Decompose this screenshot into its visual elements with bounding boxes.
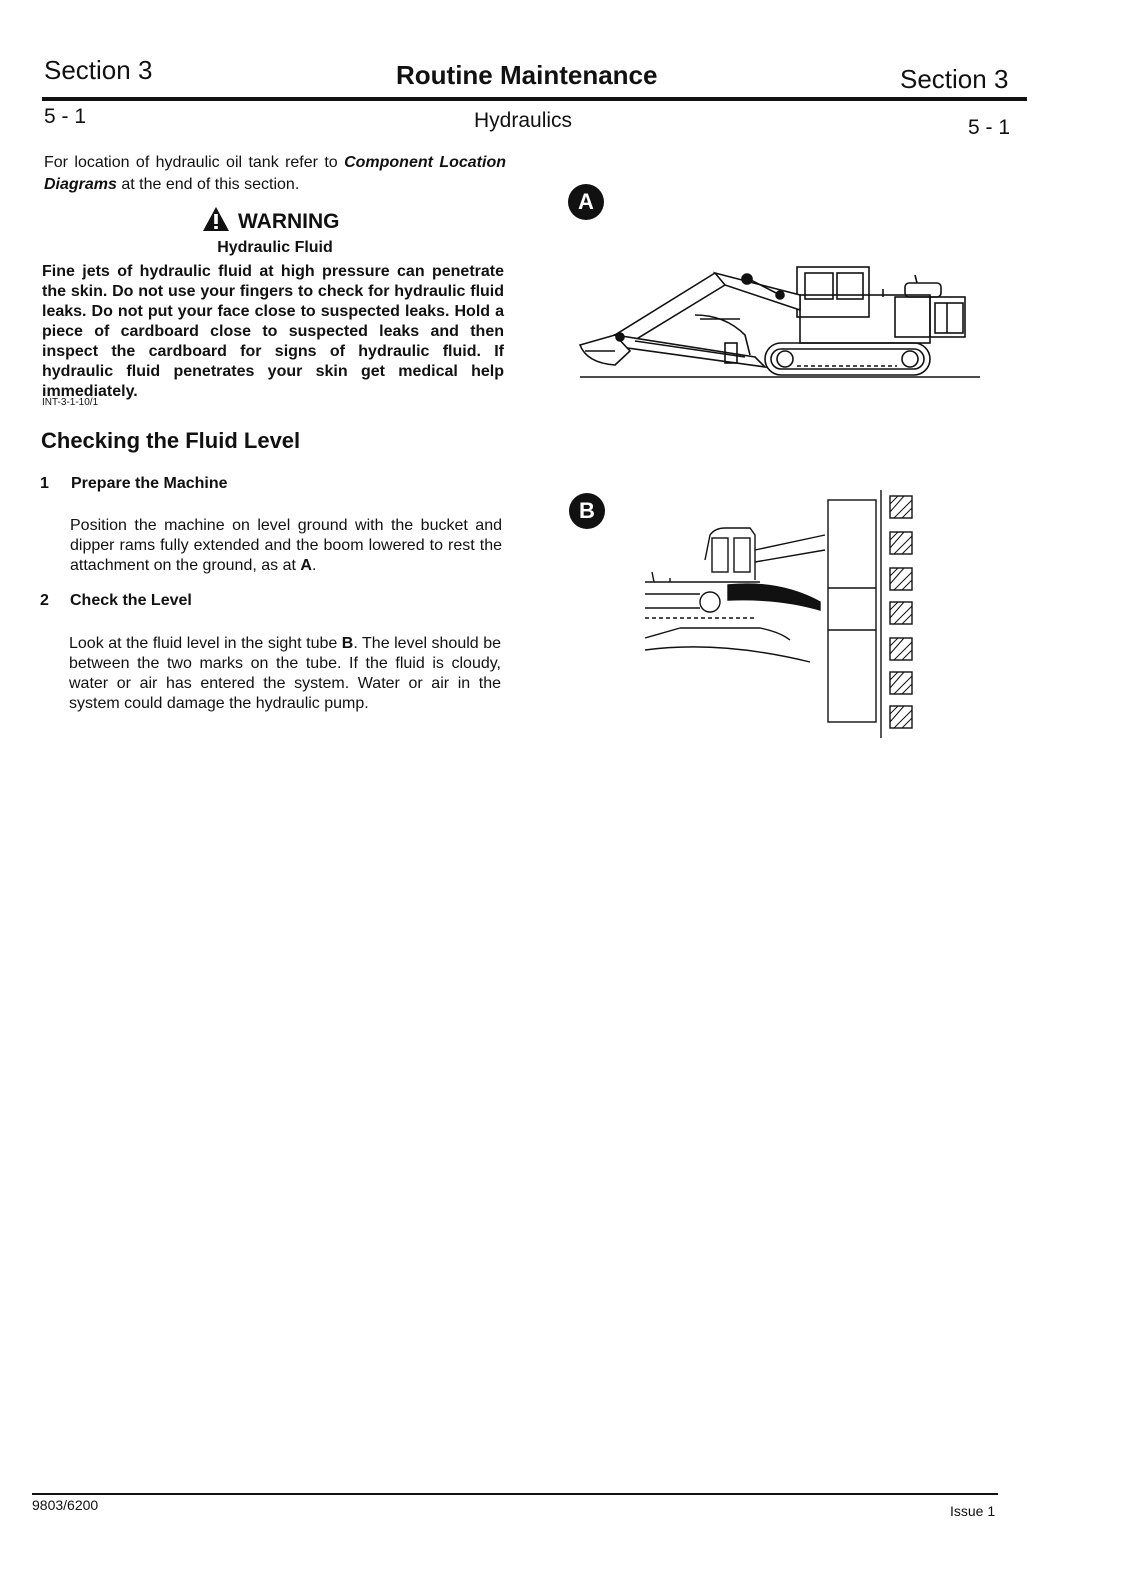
figure-a-badge: A [568, 184, 604, 220]
warning-subtitle: Hydraulic Fluid [217, 239, 333, 256]
figure-reference: B [341, 635, 354, 652]
intro-paragraph [44, 152, 506, 196]
warning-title-text: WARNING [238, 210, 340, 233]
step-paragraph [69, 634, 501, 714]
intro-text-after: at the end of this section. [116, 176, 300, 193]
step-paragraph [70, 516, 502, 576]
excavator-illustration [575, 255, 985, 395]
figure-b-badge: B [569, 493, 605, 529]
sight-tube-illustration [640, 490, 925, 745]
footer-rule [32, 1493, 998, 1495]
page-title: Routine Maintenance [396, 60, 658, 90]
doc-number: 9803/6200 [32, 1497, 99, 1513]
issue-label: Issue 1 [950, 1503, 996, 1519]
section-heading: Checking the Fluid Level [41, 428, 301, 453]
header-rule [42, 97, 1027, 101]
intro-emphasis: Component Location Diagrams [44, 154, 506, 193]
warning-title [202, 206, 340, 238]
intro-text-before: For location of hydraulic oil tank refer to [44, 154, 345, 171]
step-text-before: Look at the fluid level in the sight tube [69, 635, 342, 652]
page-number-left: 5 - 1 [44, 105, 87, 128]
warning-icon [202, 206, 230, 238]
step-title: Check the Level [70, 592, 192, 609]
step-title: Prepare the Machine [71, 475, 228, 492]
step-number: 1 [40, 475, 49, 492]
step-text-after: . [311, 557, 317, 574]
step-text-after: . The level should be between the two marks on the tube. If the fluid is cloudy, water or air has entered the system. Water or air in the system could damage the hydraulic pump. [69, 635, 501, 712]
page-number-right: 5 - 1 [968, 116, 1011, 139]
step-number: 2 [40, 592, 49, 609]
warning-body: Fine jets of hydraulic fluid at high pressure can penetrate the skin. Do not use your fingers to check for hydraulic fluid leaks. Do not put your face close to suspected leaks. Hold a piece of cardboard close to suspected leaks and then inspect the cardboard for signs of hydraulic fluid. If hydraulic fluid penetrates your skin get medical help immediately. [42, 263, 504, 400]
page-subtitle: Hydraulics [474, 109, 573, 132]
header-section-right: Section 3 [900, 64, 1009, 94]
hatch-marks [890, 496, 912, 728]
header-section-left: Section 3 [44, 55, 153, 85]
figure-reference: A [300, 557, 312, 574]
warning-reference: INT-3-1-10/1 [42, 397, 99, 408]
step-text-before: Position the machine on level ground with the bucket and dipper rams fully extended and the boom lowered to rest the attachment on the ground, as at [70, 517, 502, 574]
